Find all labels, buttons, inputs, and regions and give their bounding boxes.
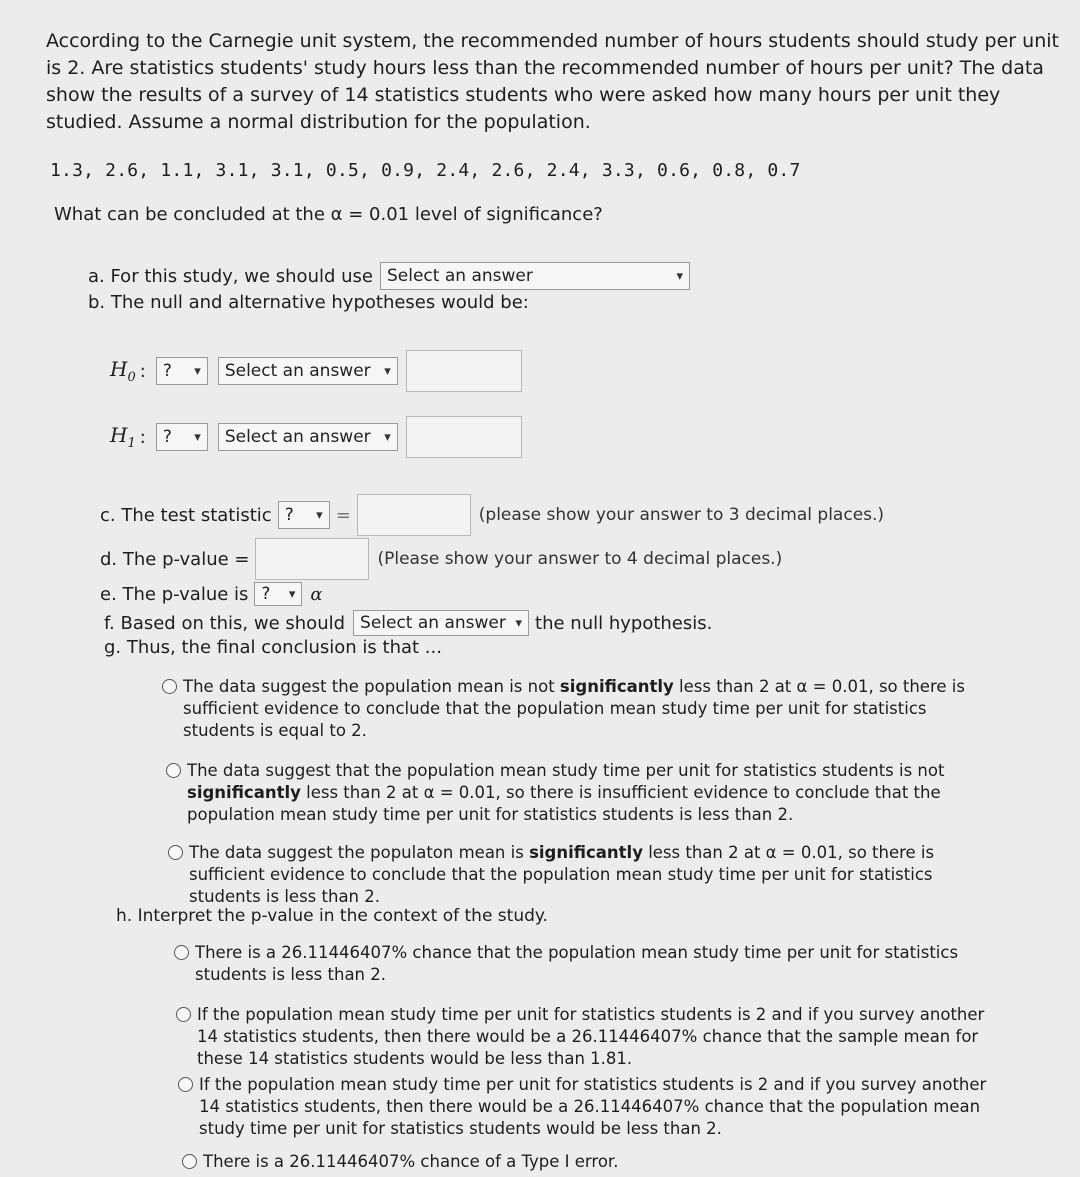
- part-c-note: (please show your answer to 3 decimal places.): [478, 505, 885, 525]
- radio-button-icon[interactable]: [182, 1154, 197, 1169]
- conclusion-option-1[interactable]: [162, 676, 1002, 742]
- part-g-label: g. Thus, the final conclusion is that ...: [104, 637, 442, 658]
- interpretation-option-1[interactable]: [174, 942, 984, 986]
- part-a-row: [88, 262, 690, 290]
- part-c-row: [100, 494, 884, 536]
- h1-colon: :: [139, 426, 146, 448]
- h0-value-input[interactable]: [406, 350, 522, 392]
- chevron-down-icon: ▾: [194, 429, 201, 445]
- interpretation-option-1-text: There is a 26.11446407% chance that the population mean study time per unit for statistics students is less than 2.: [195, 943, 959, 984]
- interpretation-option-4-text: There is a 26.11446407% chance of a Type I error.: [203, 1152, 619, 1171]
- interpretation-option-4[interactable]: [182, 1151, 982, 1173]
- part-d-label: d. The p-value =: [100, 548, 250, 570]
- interpretation-option-2[interactable]: [176, 1004, 996, 1070]
- equals-sign: =: [335, 504, 351, 526]
- conclusion-option-3-text: The data suggest the populaton mean is significantly less than 2 at α = 0.01, so there is sufficient evidence to conclude that the population mean study time per unit for statistics students is less than 2.: [189, 843, 935, 906]
- h1-operator-value: ?: [162, 427, 172, 447]
- h0-operator-value: ?: [162, 361, 172, 381]
- conclusion-option-2-text: The data suggest that the population mean study time per unit for statistics students is not significantly less than 2 at α = 0.01, so there is insufficient evidence to conclude that the population mean study time per unit for statistics students is less than 2.: [187, 761, 945, 824]
- conclusion-option-2[interactable]: [166, 760, 986, 826]
- problem-statement: According to the Carnegie unit system, the recommended number of hours students should study per unit is 2. Are statistics students' study hours less than the recommended number of hours per unit? The data show the results of a survey of 14 statistics students who were asked how many hours per unit they studied. Assume a normal distribution for the population.: [46, 30, 1059, 133]
- interpretation-option-2-text: If the population mean study time per unit for statistics students is 2 and if you survey another 14 statistics students, then there would be a 26.11446407% chance that the sample mean for these 14 statistics students would be less than 1.81.: [197, 1005, 985, 1068]
- part-a-label: a. For this study, we should use: [88, 265, 373, 287]
- chevron-down-icon: ▾: [384, 363, 391, 379]
- test-statistic-type-select[interactable]: [278, 501, 330, 529]
- radio-button-icon[interactable]: [162, 679, 177, 694]
- radio-button-icon[interactable]: [166, 763, 181, 778]
- h0-parameter-value: Select an answer: [224, 361, 371, 381]
- test-type-select[interactable]: [380, 262, 690, 290]
- h1-operator-select[interactable]: [156, 423, 208, 451]
- chevron-down-icon: ▾: [194, 363, 201, 379]
- chevron-down-icon: ▾: [515, 615, 523, 631]
- h1-parameter-select[interactable]: [218, 423, 398, 451]
- data-values: 1.3, 2.6, 1.1, 3.1, 3.1, 0.5, 0.9, 2.4, 2.6, 2.4, 3.3, 0.6, 0.8, 0.7: [50, 160, 801, 181]
- test-statistic-input[interactable]: [357, 494, 471, 536]
- part-h-label: h. Interpret the p-value in the context of the study.: [116, 906, 548, 926]
- conclusion-option-1-text: The data suggest the population mean is not significantly less than 2 at α = 0.01, so there is sufficient evidence to conclude that the population mean study time per unit for statistics students is equal to 2.: [183, 677, 965, 740]
- radio-button-icon[interactable]: [168, 845, 183, 860]
- part-d-row: [100, 538, 782, 580]
- h1-value-input[interactable]: [406, 416, 522, 458]
- h0-operator-select[interactable]: [156, 357, 208, 385]
- h0-parameter-select[interactable]: [218, 357, 398, 385]
- chevron-down-icon: ▾: [384, 429, 391, 445]
- part-e-row: [100, 582, 323, 606]
- test-statistic-type-value: ?: [284, 505, 294, 525]
- part-d-note: (Please show your answer to 4 decimal places.): [377, 549, 783, 569]
- h0-symbol: $H_0$: [110, 357, 136, 385]
- question-text: What can be concluded at the α = 0.01 level of significance?: [54, 204, 603, 225]
- decision-select-value: Select an answer: [360, 613, 506, 633]
- chevron-down-icon: ▾: [676, 268, 683, 284]
- chevron-down-icon: ▾: [316, 507, 323, 523]
- decision-select[interactable]: [353, 610, 529, 636]
- h1-row: [110, 416, 522, 458]
- part-f-row: [104, 610, 712, 636]
- part-e-label: e. The p-value is: [100, 583, 249, 605]
- part-b-label: b. The null and alternative hypotheses would be:: [88, 292, 529, 313]
- h0-row: [110, 350, 522, 392]
- h1-symbol: $H_1$: [110, 423, 136, 451]
- test-type-select-value: Select an answer: [387, 266, 533, 286]
- p-value-comparison-select[interactable]: [254, 582, 302, 606]
- interpretation-option-3[interactable]: [178, 1074, 998, 1140]
- radio-button-icon[interactable]: [174, 945, 189, 960]
- part-f-label: f. Based on this, we should: [104, 612, 346, 634]
- conclusion-option-3[interactable]: [168, 842, 988, 908]
- radio-button-icon[interactable]: [176, 1007, 191, 1022]
- chevron-down-icon: ▾: [288, 586, 296, 602]
- p-value-input[interactable]: [255, 538, 369, 580]
- h0-colon: :: [139, 360, 146, 382]
- part-f-suffix: the null hypothesis.: [535, 612, 713, 634]
- p-value-comparison-value: ?: [261, 584, 271, 604]
- radio-button-icon[interactable]: [178, 1077, 193, 1092]
- h1-parameter-value: Select an answer: [224, 427, 371, 447]
- part-c-label: c. The test statistic: [100, 504, 272, 526]
- interpretation-option-3-text: If the population mean study time per unit for statistics students is 2 and if you survey another 14 statistics students, then there would be a 26.11446407% chance that the population mean study time per unit for statistics students would be less than 2.: [199, 1075, 987, 1138]
- alpha-symbol: α: [310, 583, 323, 605]
